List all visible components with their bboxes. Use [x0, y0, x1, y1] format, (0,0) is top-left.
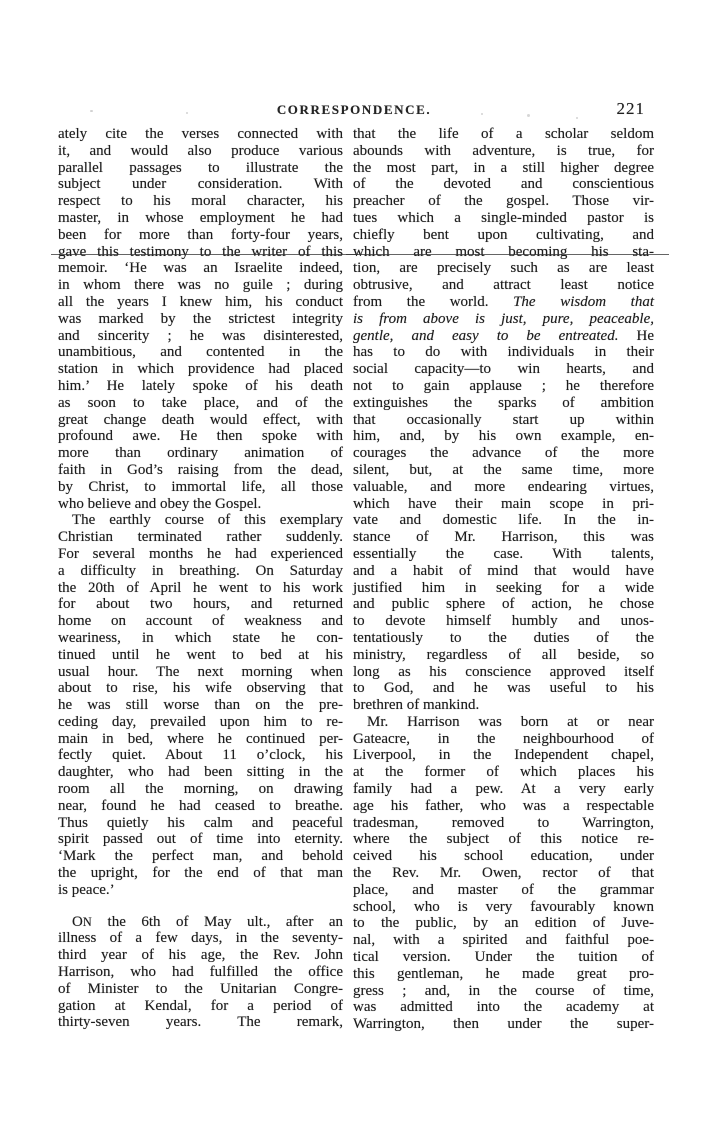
text-segment: abounds with adventure, is true, for — [353, 142, 654, 159]
text-line — [58, 630, 343, 647]
text-line — [353, 512, 654, 529]
text-line — [353, 328, 654, 345]
column-left — [58, 126, 343, 1031]
text-line — [353, 176, 654, 193]
text-segment: to the public, by an edition of Juve- — [353, 915, 654, 932]
text-segment: about to rise, his wife observing that — [58, 680, 343, 697]
text-segment: it, and would also produce various — [58, 142, 343, 159]
text-segment: gation at Kendal, for a period of — [58, 997, 343, 1014]
text-segment: the 6th of May ult., after an — [92, 913, 343, 930]
text-segment: to devote himself humbly and unos- — [353, 613, 654, 630]
text-segment: by Christ, to immortal life, all those — [58, 478, 343, 495]
text-line — [353, 596, 654, 613]
text-segment: vate and domestic life. In the in- — [353, 512, 654, 529]
text-line — [353, 361, 654, 378]
text-segment: the 20th of April he went to his work — [58, 579, 343, 596]
text-line — [353, 966, 654, 983]
text-segment: extinguishes the sparks of ambition — [353, 394, 654, 411]
text-segment: ministry, regardless of all beside, so — [353, 646, 654, 663]
text-segment: illness of a few days, in the seventy- — [58, 930, 343, 947]
text-line — [353, 378, 654, 395]
text-line — [353, 747, 654, 764]
text-segment: essentially the case. With talents, — [353, 545, 654, 562]
paragraph — [353, 126, 654, 714]
text-segment: a difficulty in breathing. On Saturday — [58, 562, 343, 579]
text-segment: fectly quiet. About 11 o’clock, his — [58, 747, 343, 764]
scan-speckle — [576, 117, 578, 119]
text-segment: that occasionally start up within — [353, 411, 654, 428]
text-segment: was marked by the strictest integrity — [58, 310, 343, 327]
column-right — [353, 126, 654, 1033]
text-line — [353, 546, 654, 563]
text-segment: he was still worse than on the pre- — [58, 697, 343, 714]
text-line — [353, 160, 654, 177]
text-segment: station in which providence had placed — [58, 361, 343, 378]
text-line — [353, 815, 654, 832]
text-line — [353, 764, 654, 781]
text-segment: tical version. Under the tuition of — [353, 949, 654, 966]
text-segment: daughter, who had been sitting in the — [58, 764, 343, 781]
text-line — [58, 865, 343, 882]
text-line — [353, 798, 654, 815]
text-line — [58, 176, 343, 193]
text-segment: family had a pew. At a very early — [353, 781, 654, 798]
text-line — [58, 613, 343, 630]
text-line — [353, 210, 654, 227]
text-line — [353, 260, 654, 277]
text-segment: gave this testimony to the writer of this — [58, 243, 343, 260]
text-segment: weariness, in which state he con- — [58, 629, 343, 646]
text-segment: O — [72, 913, 83, 930]
text-segment: to God, and he was useful to his — [353, 680, 654, 697]
text-line — [58, 496, 343, 513]
text-line — [58, 714, 343, 731]
text-segment: great change death would effect, with — [58, 411, 343, 428]
text-segment: age his father, who was a respectable — [353, 797, 654, 814]
text-line — [58, 546, 343, 563]
running-head-title: CORRESPONDENCE. — [276, 102, 432, 117]
text-segment: unambitious, and contented in the — [58, 344, 343, 361]
text-line — [58, 479, 343, 496]
text-line — [58, 964, 343, 981]
scan-speckle — [481, 113, 483, 115]
text-line — [353, 445, 654, 462]
text-line — [353, 395, 654, 412]
text-segment: which have their main scope in pri- — [353, 495, 654, 512]
text-segment: ‘Mark the perfect man, and behold — [58, 848, 343, 865]
text-segment: tues which a single-minded pastor is — [353, 209, 654, 226]
text-line — [353, 580, 654, 597]
text-segment: stance of Mr. Harrison, this was — [353, 529, 654, 546]
text-line — [58, 260, 343, 277]
text-line — [58, 428, 343, 445]
text-line — [353, 999, 654, 1016]
scan-speckle — [527, 114, 530, 117]
text-segment: ceived his school education, under — [353, 848, 654, 865]
text-segment: and public sphere of action, he chose — [353, 596, 654, 613]
text-segment: master, in whose employment he had — [58, 209, 343, 226]
text-line — [353, 311, 654, 328]
text-line — [58, 445, 343, 462]
text-line — [58, 981, 343, 998]
text-segment: parallel passages to illustrate the — [58, 159, 343, 176]
text-segment: him.’ He lately spoke of his death — [58, 377, 343, 394]
text-line — [58, 680, 343, 697]
text-line — [58, 193, 343, 210]
text-segment: room all the morning, on drawing — [58, 781, 343, 798]
text-line — [58, 294, 343, 311]
text-segment: chiefly bent upon cultivating, and — [353, 226, 654, 243]
text-line — [353, 563, 654, 580]
text-segment: tinued until he went to bed at his — [58, 646, 343, 663]
text-line — [353, 865, 654, 882]
text-line — [353, 126, 654, 143]
text-line — [58, 160, 343, 177]
text-segment: N — [82, 914, 93, 929]
text-segment: tion, are precisely such as are least — [353, 260, 654, 277]
text-line — [353, 949, 654, 966]
text-line — [58, 947, 343, 964]
text-segment: subject under consideration. With — [58, 176, 343, 193]
text-line — [58, 210, 343, 227]
text-line — [353, 932, 654, 949]
text-segment: Liverpool, in the Independent chapel, — [353, 747, 654, 764]
text-line — [58, 781, 343, 798]
text-line — [58, 512, 343, 529]
text-line — [353, 831, 654, 848]
text-segment: him, and, by his own example, en- — [353, 428, 654, 445]
text-line — [353, 697, 654, 714]
text-segment: place, and master of the grammar — [353, 881, 654, 898]
text-segment: profound awe. He then spoke with — [58, 428, 343, 445]
text-segment: Warrington, then under the super- — [353, 1016, 654, 1033]
text-line — [353, 781, 654, 798]
text-segment: is peace.’ — [58, 881, 115, 898]
text-line — [353, 899, 654, 916]
text-line — [353, 664, 654, 681]
text-line — [58, 764, 343, 781]
text-line — [58, 798, 343, 815]
text-segment: respect to his moral character, his — [58, 193, 343, 210]
text-line — [58, 647, 343, 664]
text-segment: and a habit of mind that would have — [353, 562, 654, 579]
text-segment: tradesman, removed to Warrington, — [353, 814, 654, 831]
quoted-scripture-segment: The wisdom that — [513, 293, 654, 310]
text-line — [58, 344, 343, 361]
text-segment: which are most becoming his sta- — [353, 243, 654, 260]
page-number: 221 — [616, 99, 645, 118]
text-segment: third year of his age, the Rev. John — [58, 947, 343, 964]
paragraph — [58, 914, 343, 1032]
text-segment: of the devoted and conscientious — [353, 176, 654, 193]
paragraph — [58, 126, 343, 512]
text-segment: has to do with individuals in their — [353, 344, 654, 361]
paragraph — [58, 512, 343, 898]
text-line — [58, 580, 343, 597]
text-segment: long as his conscience approved itself — [353, 663, 654, 680]
text-segment: silent, but, at the same time, more — [353, 461, 654, 478]
text-segment: For several months he had experienced — [58, 545, 343, 562]
scan-speckle — [90, 110, 93, 112]
text-segment: for about two hours, and returned — [58, 596, 343, 613]
text-line — [353, 462, 654, 479]
text-segment: Harrison, who had fulfilled the office — [58, 964, 343, 981]
text-line — [58, 378, 343, 395]
text-line — [58, 311, 343, 328]
text-line — [353, 680, 654, 697]
text-segment: He — [618, 327, 654, 344]
text-segment: spirit passed out of time into eternity. — [58, 831, 343, 848]
text-line — [353, 294, 654, 311]
text-line — [353, 915, 654, 932]
text-segment: gress ; and, in the course of time, — [353, 982, 654, 999]
paragraph — [353, 714, 654, 1033]
text-line — [353, 630, 654, 647]
text-line — [58, 596, 343, 613]
text-segment: where the subject of this notice re- — [353, 831, 654, 848]
text-line — [58, 395, 343, 412]
text-line — [353, 277, 654, 294]
text-line — [353, 428, 654, 445]
text-segment: justified him in seeking for a wide — [353, 579, 654, 596]
text-line — [58, 277, 343, 294]
text-line — [58, 1014, 343, 1031]
text-line — [353, 244, 654, 261]
text-segment: all the years I knew him, his conduct — [58, 293, 343, 310]
text-line — [353, 1016, 654, 1033]
text-segment: faith in God’s raising from the dead, — [58, 461, 343, 478]
text-line — [353, 143, 654, 160]
text-line — [58, 731, 343, 748]
text-segment: Mr. Harrison was born at or near — [367, 713, 654, 730]
text-segment: courages the advance of the more — [353, 445, 654, 462]
text-line — [58, 563, 343, 580]
text-segment: from the world. — [353, 293, 514, 310]
text-line — [353, 479, 654, 496]
text-line — [353, 529, 654, 546]
text-line — [58, 747, 343, 764]
text-segment: tentatiously to the duties of the — [353, 629, 654, 646]
text-segment: and sincerity ; he was disinterested, — [58, 327, 343, 344]
text-line — [353, 496, 654, 513]
text-line — [58, 143, 343, 160]
quoted-scripture-segment: is from above is just, pure, peaceable, — [353, 310, 654, 327]
text-segment: not to gain applause ; he therefore — [353, 377, 654, 394]
text-segment: valuable, and more endearing virtues, — [353, 478, 654, 495]
text-segment: memoir. ‘He was an Israelite indeed, — [58, 260, 343, 277]
text-line — [353, 227, 654, 244]
text-line — [353, 647, 654, 664]
text-line — [353, 983, 654, 1000]
text-segment: in whom there was no guile ; during — [58, 277, 343, 294]
text-line — [58, 998, 343, 1015]
text-segment: school, who is very favourably known — [353, 898, 654, 915]
text-line — [353, 882, 654, 899]
text-segment: social capacity—to win hearts, and — [353, 361, 654, 378]
text-line — [58, 815, 343, 832]
text-line — [58, 664, 343, 681]
text-segment: home on account of weakness and — [58, 613, 343, 630]
text-line — [353, 613, 654, 630]
text-segment: ately cite the verses connected with — [58, 126, 343, 142]
text-segment: the most part, in a still higher degree — [353, 159, 654, 176]
text-line — [353, 731, 654, 748]
text-line — [58, 462, 343, 479]
text-segment: was admitted into the academy at — [353, 999, 654, 1016]
text-line — [58, 697, 343, 714]
text-line — [58, 227, 343, 244]
text-segment: brethren of mankind. — [353, 697, 480, 714]
text-line — [58, 529, 343, 546]
text-line — [58, 361, 343, 378]
text-segment: Christian terminated rather suddenly. — [58, 529, 343, 546]
text-segment: who believe and obey the Gospel. — [58, 495, 262, 512]
text-segment: at the former of which places his — [353, 764, 654, 781]
quoted-scripture-segment: gentle, and easy to be entreated. — [353, 327, 619, 344]
text-segment: been for more than forty-four years, — [58, 226, 343, 243]
text-segment: The earthly course of this exemplary — [72, 512, 343, 529]
text-line — [58, 412, 343, 429]
text-segment: this gentleman, he made great pro- — [353, 965, 654, 982]
text-line — [58, 882, 343, 899]
text-segment: obtrusive, and attract least notice — [353, 277, 654, 294]
text-segment: Gateacre, in the neighbourhood of — [353, 730, 654, 747]
text-segment: more than ordinary animation of — [58, 445, 343, 462]
text-line — [58, 831, 343, 848]
text-segment: the Rev. Mr. Owen, rector of that — [353, 865, 654, 882]
text-line — [58, 914, 343, 931]
text-segment: preacher of the gospel. Those vir- — [353, 193, 654, 210]
text-line — [58, 244, 343, 261]
text-line — [58, 848, 343, 865]
text-line — [353, 714, 654, 731]
text-segment: main in bed, where he continued per- — [58, 730, 343, 747]
text-segment: of Minister to the Unitarian Congre- — [58, 980, 343, 997]
text-line — [58, 126, 343, 143]
scan-speckle — [186, 112, 188, 114]
text-segment: Thus quietly his calm and peaceful — [58, 814, 343, 831]
text-segment: ceding day, prevailed upon him to re- — [58, 713, 343, 730]
text-line — [58, 930, 343, 947]
text-segment: that the life of a scholar seldom — [353, 126, 654, 142]
text-line — [353, 412, 654, 429]
text-segment: the upright, for the end of that man — [58, 865, 343, 882]
text-line — [353, 193, 654, 210]
text-segment: nal, with a spirited and faithful poe- — [353, 932, 654, 949]
text-line — [58, 328, 343, 345]
text-line — [353, 848, 654, 865]
text-segment: near, found he had ceased to breathe. — [58, 797, 343, 814]
text-segment: thirty-seven years. The remark, — [58, 1014, 343, 1031]
text-segment: as soon to take place, and of the — [58, 394, 343, 411]
text-segment: usual hour. The next morning when — [58, 663, 343, 680]
text-line — [353, 344, 654, 361]
